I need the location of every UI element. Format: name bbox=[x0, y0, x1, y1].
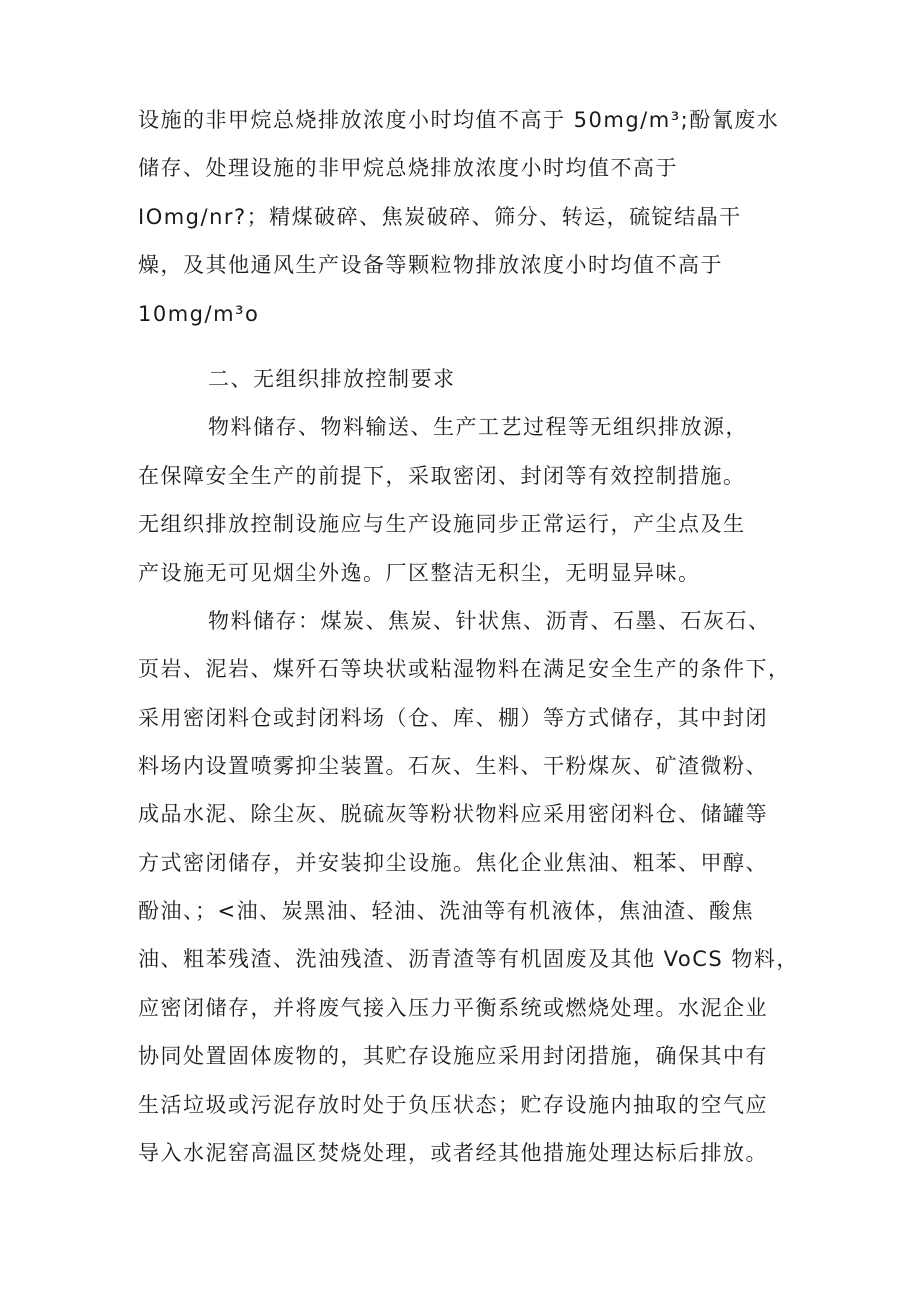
paragraph-line: 酚油、；<油、炭黑油、轻油、洗油等有机液体，焦油渣、酸焦 bbox=[138, 899, 755, 923]
paragraph-line: 储存、处理设施的非甲烷总烧排放浓度小时均值不高于 bbox=[138, 156, 678, 180]
paragraph-line: 燥，及其他通风生产设备等颗粒物排放浓度小时均值不高于 bbox=[138, 253, 723, 277]
paragraph-line: 产设施无可见烟尘外逸。厂区整洁无积尘，无明显异味。 bbox=[138, 561, 701, 585]
paragraph-line: 方式密闭储存，并安装抑尘设施。焦化企业焦油、粗苯、甲醇、 bbox=[138, 851, 768, 875]
paragraph-line: 协同处置固体废物的，其贮存设施应采用封闭措施，确保其中有 bbox=[138, 1044, 768, 1068]
paragraph-line: 10mg/m³o bbox=[138, 302, 260, 326]
paragraph-line: 在保障安全生产的前提下，采取密闭、封闭等有效控制措施。 bbox=[138, 464, 746, 488]
paragraph-line: 无组织排放控制设施应与生产设施同步正常运行，产尘点及生 bbox=[138, 512, 746, 536]
paragraph-line: 物料储存、物料输送、生产工艺过程等无组织排放源， bbox=[208, 415, 748, 439]
paragraph-line: 页岩、泥岩、煤歼石等块状或粘湿物料在满足安全生产的条件下， bbox=[138, 657, 791, 681]
paragraph-line: IOmg/nr?；精煤破碎、焦炭破碎、筛分、转运，硫锭结晶干 bbox=[138, 205, 742, 229]
section-heading: 二、无组织排放控制要求 bbox=[208, 367, 456, 391]
paragraph-line: 物料储存：煤炭、焦炭、针状焦、沥青、石墨、石灰石、 bbox=[208, 609, 771, 633]
paragraph-line: 油、粗苯残渣、洗油残渣、沥青渣等有机固废及其他 VoCS 物料， bbox=[138, 947, 799, 971]
paragraph-line: 生活垃圾或污泥存放时处于负压状态；贮存设施内抽取的空气应 bbox=[138, 1093, 768, 1117]
paragraph-line: 采用密闭料仓或封闭料场（仓、库、棚）等方式储存，其中封闭 bbox=[138, 706, 768, 730]
paragraph-line: 成品水泥、除尘灰、脱硫灰等粉状物料应采用密闭料仓、储罐等 bbox=[138, 802, 768, 826]
paragraph-line: 应密闭储存，并将废气接入压力平衡系统或燃烧处理。水泥企业 bbox=[138, 996, 768, 1020]
paragraph-line: 导入水泥窑高温区焚烧处理，或者经其他措施处理达标后排放。 bbox=[138, 1141, 768, 1165]
paragraph-line: 设施的非甲烷总烧排放浓度小时均值不高于 50mg/m³;酚氰废水 bbox=[138, 108, 780, 132]
paragraph-line: 料场内设置喷雾抑尘装置。石灰、生料、干粉煤灰、矿渣微粉、 bbox=[138, 754, 768, 778]
